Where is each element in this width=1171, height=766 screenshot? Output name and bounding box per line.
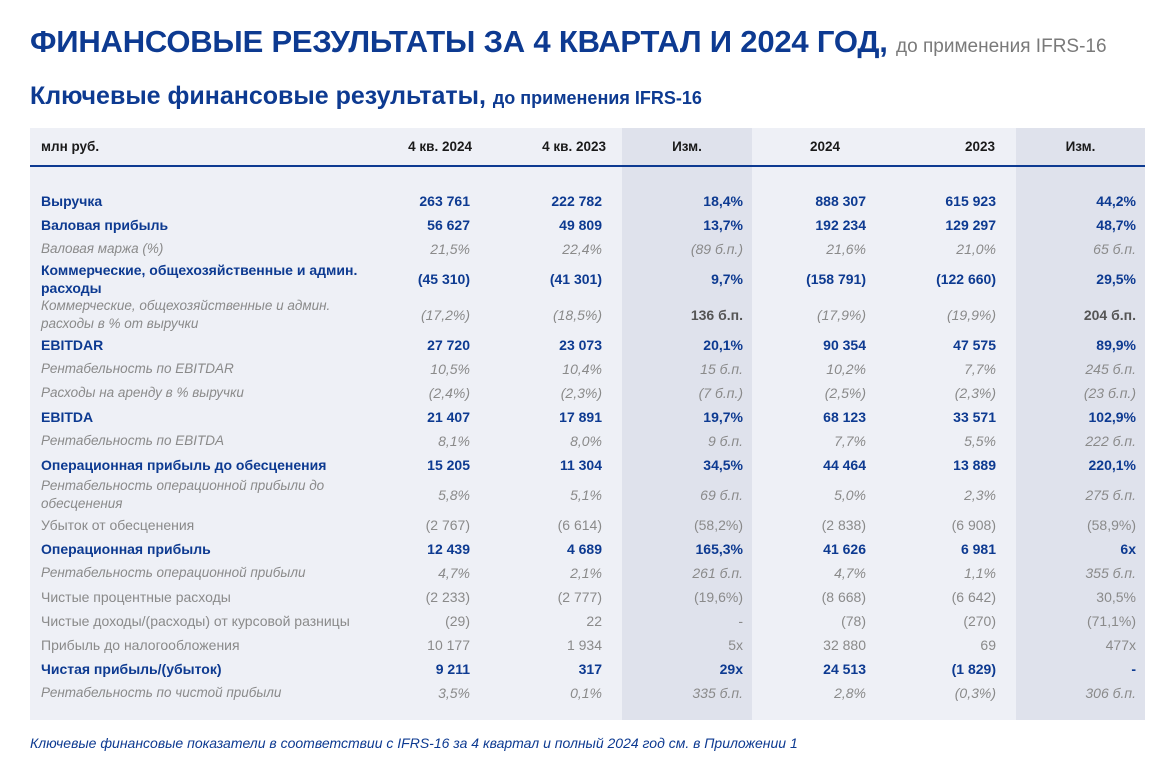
column-header-2024: 2024 [809,139,841,154]
value-q4-2024: 10 177 [427,637,470,653]
table-row [30,429,1145,453]
table-row [30,333,1145,357]
value-q4-2024: 10,5% [430,361,470,377]
change-quarter: 335 б.п. [692,685,743,701]
table-header-row [30,128,1145,165]
section-title [30,82,702,111]
table-row [30,633,1145,657]
row-label: Убыток от обесценения [41,517,195,533]
value-2023: 1,1% [964,565,996,581]
row-label: Коммерческие, общехозяйственные и админ. расходы в % от выручки [41,298,331,331]
value-2023: 129 297 [945,217,996,233]
change-year: 220,1% [1088,457,1136,473]
value-2023: (6 908) [951,517,996,533]
value-q4-2024: (2,4%) [428,385,470,401]
value-2024: 68 123 [823,409,866,425]
value-q4-2024: 5,8% [438,487,470,503]
change-quarter: (7 б.п.) [698,385,743,401]
value-2024: 41 626 [823,541,866,557]
row-label: Чистая прибыль/(убыток) [41,661,222,677]
change-quarter: 165,3% [695,541,743,557]
value-2023: (1 829) [951,661,996,677]
change-year: 222 б.п. [1085,433,1136,449]
value-2024: (17,9%) [816,307,866,323]
row-label: Рентабельность операционной прибыли до обесценения [41,478,325,511]
change-year: 102,9% [1088,409,1136,425]
row-label: Валовая маржа (%) [41,241,164,256]
value-q4-2024: (17,2%) [420,307,470,323]
value-q4-2023: 11 304 [559,457,602,473]
change-quarter: 29x [719,661,743,677]
value-q4-2023: 8,0% [570,433,602,449]
table-row [30,681,1145,705]
value-2024: (2 838) [821,517,866,533]
row-label: Выручка [41,193,103,209]
value-2023: 6 981 [960,541,996,557]
value-q4-2024: 263 761 [419,193,470,209]
change-quarter: (19,6%) [693,589,743,605]
table-row [30,477,1145,513]
table-row [30,657,1145,681]
table-row [30,561,1145,585]
change-quarter: 9 б.п. [707,433,743,449]
change-quarter: 13,7% [703,217,743,233]
financial-results-table [30,128,1145,705]
value-q4-2023: 23 073 [559,337,602,353]
value-2024: 44 464 [823,457,866,473]
value-2024: 21,6% [826,241,866,257]
change-year: (71,1%) [1086,613,1136,629]
change-year: 6x [1120,541,1136,557]
value-q4-2023: (41 301) [549,271,602,287]
row-label: Рентабельность по чистой прибыли [41,685,282,700]
value-q4-2024: 56 627 [427,217,470,233]
change-year: 355 б.п. [1085,565,1136,581]
change-year: 65 б.п. [1093,241,1136,257]
value-q4-2024: 21,5% [430,241,470,257]
row-label: Чистые доходы/(расходы) от курсовой разницы [41,613,350,629]
value-q4-2023: 17 891 [559,409,602,425]
value-2024: 2,8% [834,685,866,701]
column-header-change-quarter: Изм. [672,139,702,154]
row-label: Операционная прибыль [41,541,211,557]
column-header-q4-2023: 4 кв. 2023 [542,139,606,154]
value-q4-2024: (45 310) [417,271,470,287]
table-row [30,513,1145,537]
financial-results-table-container [30,128,1145,720]
value-2023: (0,3%) [954,685,996,701]
change-year: 477x [1105,637,1136,653]
value-2024: 10,2% [826,361,866,377]
change-quarter: 5x [728,637,743,653]
table-body [30,165,1145,705]
table-row [30,381,1145,405]
value-2023: 13 889 [953,457,996,473]
change-quarter: - [738,613,743,629]
change-year: (23 б.п.) [1083,385,1136,401]
page-title-suffix: до применения IFRS-16 [896,36,1107,57]
value-2024: 7,7% [834,433,866,449]
value-q4-2023: 4 689 [566,541,602,557]
value-2023: (6 642) [951,589,996,605]
change-year: 306 б.п. [1085,685,1136,701]
row-label: Рентабельность операционной прибыли [41,565,306,580]
table-spacer [30,165,1145,189]
value-q4-2024: (2 233) [425,589,470,605]
section-title-main: Ключевые финансовые результаты, [30,82,486,110]
value-q4-2024: 4,7% [438,565,470,581]
value-q4-2023: (6 614) [557,517,602,533]
value-2023: 2,3% [964,487,996,503]
value-2024: 888 307 [815,193,866,209]
value-q4-2023: (2 777) [557,589,602,605]
value-2024: 24 513 [823,661,866,677]
value-q4-2024: 12 439 [427,541,470,557]
table-row [30,237,1145,261]
row-label: Рентабельность по EBITDA [41,433,224,448]
value-q4-2024: 9 211 [435,661,470,677]
value-q4-2023: 0,1% [570,685,602,701]
column-header-q4-2024: 4 кв. 2024 [408,139,472,154]
value-q4-2024: 3,5% [438,685,470,701]
value-2023: (270) [963,613,996,629]
value-2023: 21,0% [956,241,996,257]
change-quarter: (89 б.п.) [690,241,743,257]
change-quarter: 19,7% [703,409,743,425]
change-year: 89,9% [1096,337,1136,353]
value-2023: 47 575 [953,337,996,353]
value-2023: 33 571 [953,409,996,425]
value-2023: 5,5% [964,433,996,449]
value-2023: 69 [980,637,996,653]
value-2024: 90 354 [823,337,866,353]
value-2023: (122 660) [936,271,996,287]
value-q4-2023: (2,3%) [560,385,602,401]
value-q4-2023: 317 [578,661,602,677]
value-q4-2023: 22 [586,613,602,629]
section-title-suffix: до применения IFRS-16 [492,88,702,108]
change-quarter: 136 б.п. [690,307,743,323]
value-q4-2023: 222 782 [551,193,602,209]
table-row [30,297,1145,333]
value-2024: 192 234 [815,217,866,233]
value-q4-2023: 10,4% [562,361,602,377]
row-label: Операционная прибыль до обесценения [41,457,327,473]
row-label: Чистые процентные расходы [41,589,231,605]
value-2024: 5,0% [834,487,866,503]
column-header-units: млн руб. [41,139,100,154]
table-row [30,585,1145,609]
value-q4-2024: (29) [445,613,470,629]
value-q4-2023: 5,1% [570,487,602,503]
change-quarter: 34,5% [703,457,743,473]
table-row [30,537,1145,561]
change-year: 275 б.п. [1085,487,1136,503]
value-2024: (78) [841,613,866,629]
change-year: - [1131,661,1136,677]
table-row [30,261,1145,297]
value-2024: 4,7% [834,565,866,581]
change-year: 48,7% [1096,217,1136,233]
column-header-2023: 2023 [964,139,996,154]
change-year: 245 б.п. [1085,361,1136,377]
value-q4-2023: (18,5%) [552,307,602,323]
value-q4-2023: 2,1% [570,565,602,581]
change-year: 30,5% [1096,589,1136,605]
page-title [30,24,1107,60]
table-row [30,405,1145,429]
value-2024: (158 791) [806,271,866,287]
change-year: 204 б.п. [1083,307,1136,323]
value-q4-2024: 8,1% [438,433,470,449]
change-year: 44,2% [1096,193,1136,209]
value-q4-2024: 15 205 [427,457,470,473]
value-2024: (2,5%) [824,385,866,401]
change-year: (58,9%) [1086,517,1136,533]
table-row [30,357,1145,381]
value-2023: (2,3%) [954,385,996,401]
change-quarter: 69 б.п. [700,487,743,503]
change-quarter: 15 б.п. [700,361,743,377]
value-q4-2023: 22,4% [562,241,602,257]
change-year: 29,5% [1096,271,1136,287]
value-2023: (19,9%) [946,307,996,323]
value-q4-2023: 49 809 [559,217,602,233]
value-2023: 615 923 [945,193,996,209]
value-2024: (8 668) [821,589,866,605]
change-quarter: 18,4% [703,193,743,209]
change-quarter: 261 б.п. [692,565,743,581]
value-q4-2023: 1 934 [566,637,602,653]
value-q4-2024: 21 407 [427,409,470,425]
table-row [30,609,1145,633]
change-quarter: 20,1% [703,337,743,353]
column-header-change-year: Изм. [1065,139,1096,154]
change-quarter: (58,2%) [693,517,743,533]
page-title-main: ФИНАНСОВЫЕ РЕЗУЛЬТАТЫ ЗА 4 КВАРТАЛ И 2024 ГОД, [30,24,888,59]
row-label: Прибыль до налогообложения [41,637,240,653]
table-row [30,453,1145,477]
row-label: Валовая прибыль [41,217,169,233]
row-label: Коммерческие, общехозяйственные и админ. расходы [41,262,358,296]
row-label: Расходы на аренду в % выручки [41,385,244,400]
footnote: Ключевые финансовые показатели в соответствии с IFRS-16 за 4 квартал и полный 2024 год см. в Приложении 1 [30,735,798,751]
value-q4-2024: (2 767) [425,517,470,533]
value-q4-2024: 27 720 [427,337,470,353]
table-row [30,213,1145,237]
row-label: EBITDAR [41,337,104,353]
change-quarter: 9,7% [711,271,743,287]
value-2023: 7,7% [964,361,996,377]
value-2024: 32 880 [823,637,866,653]
row-label: EBITDA [41,409,94,425]
table-row [30,189,1145,213]
row-label: Рентабельность по EBITDAR [41,361,234,376]
